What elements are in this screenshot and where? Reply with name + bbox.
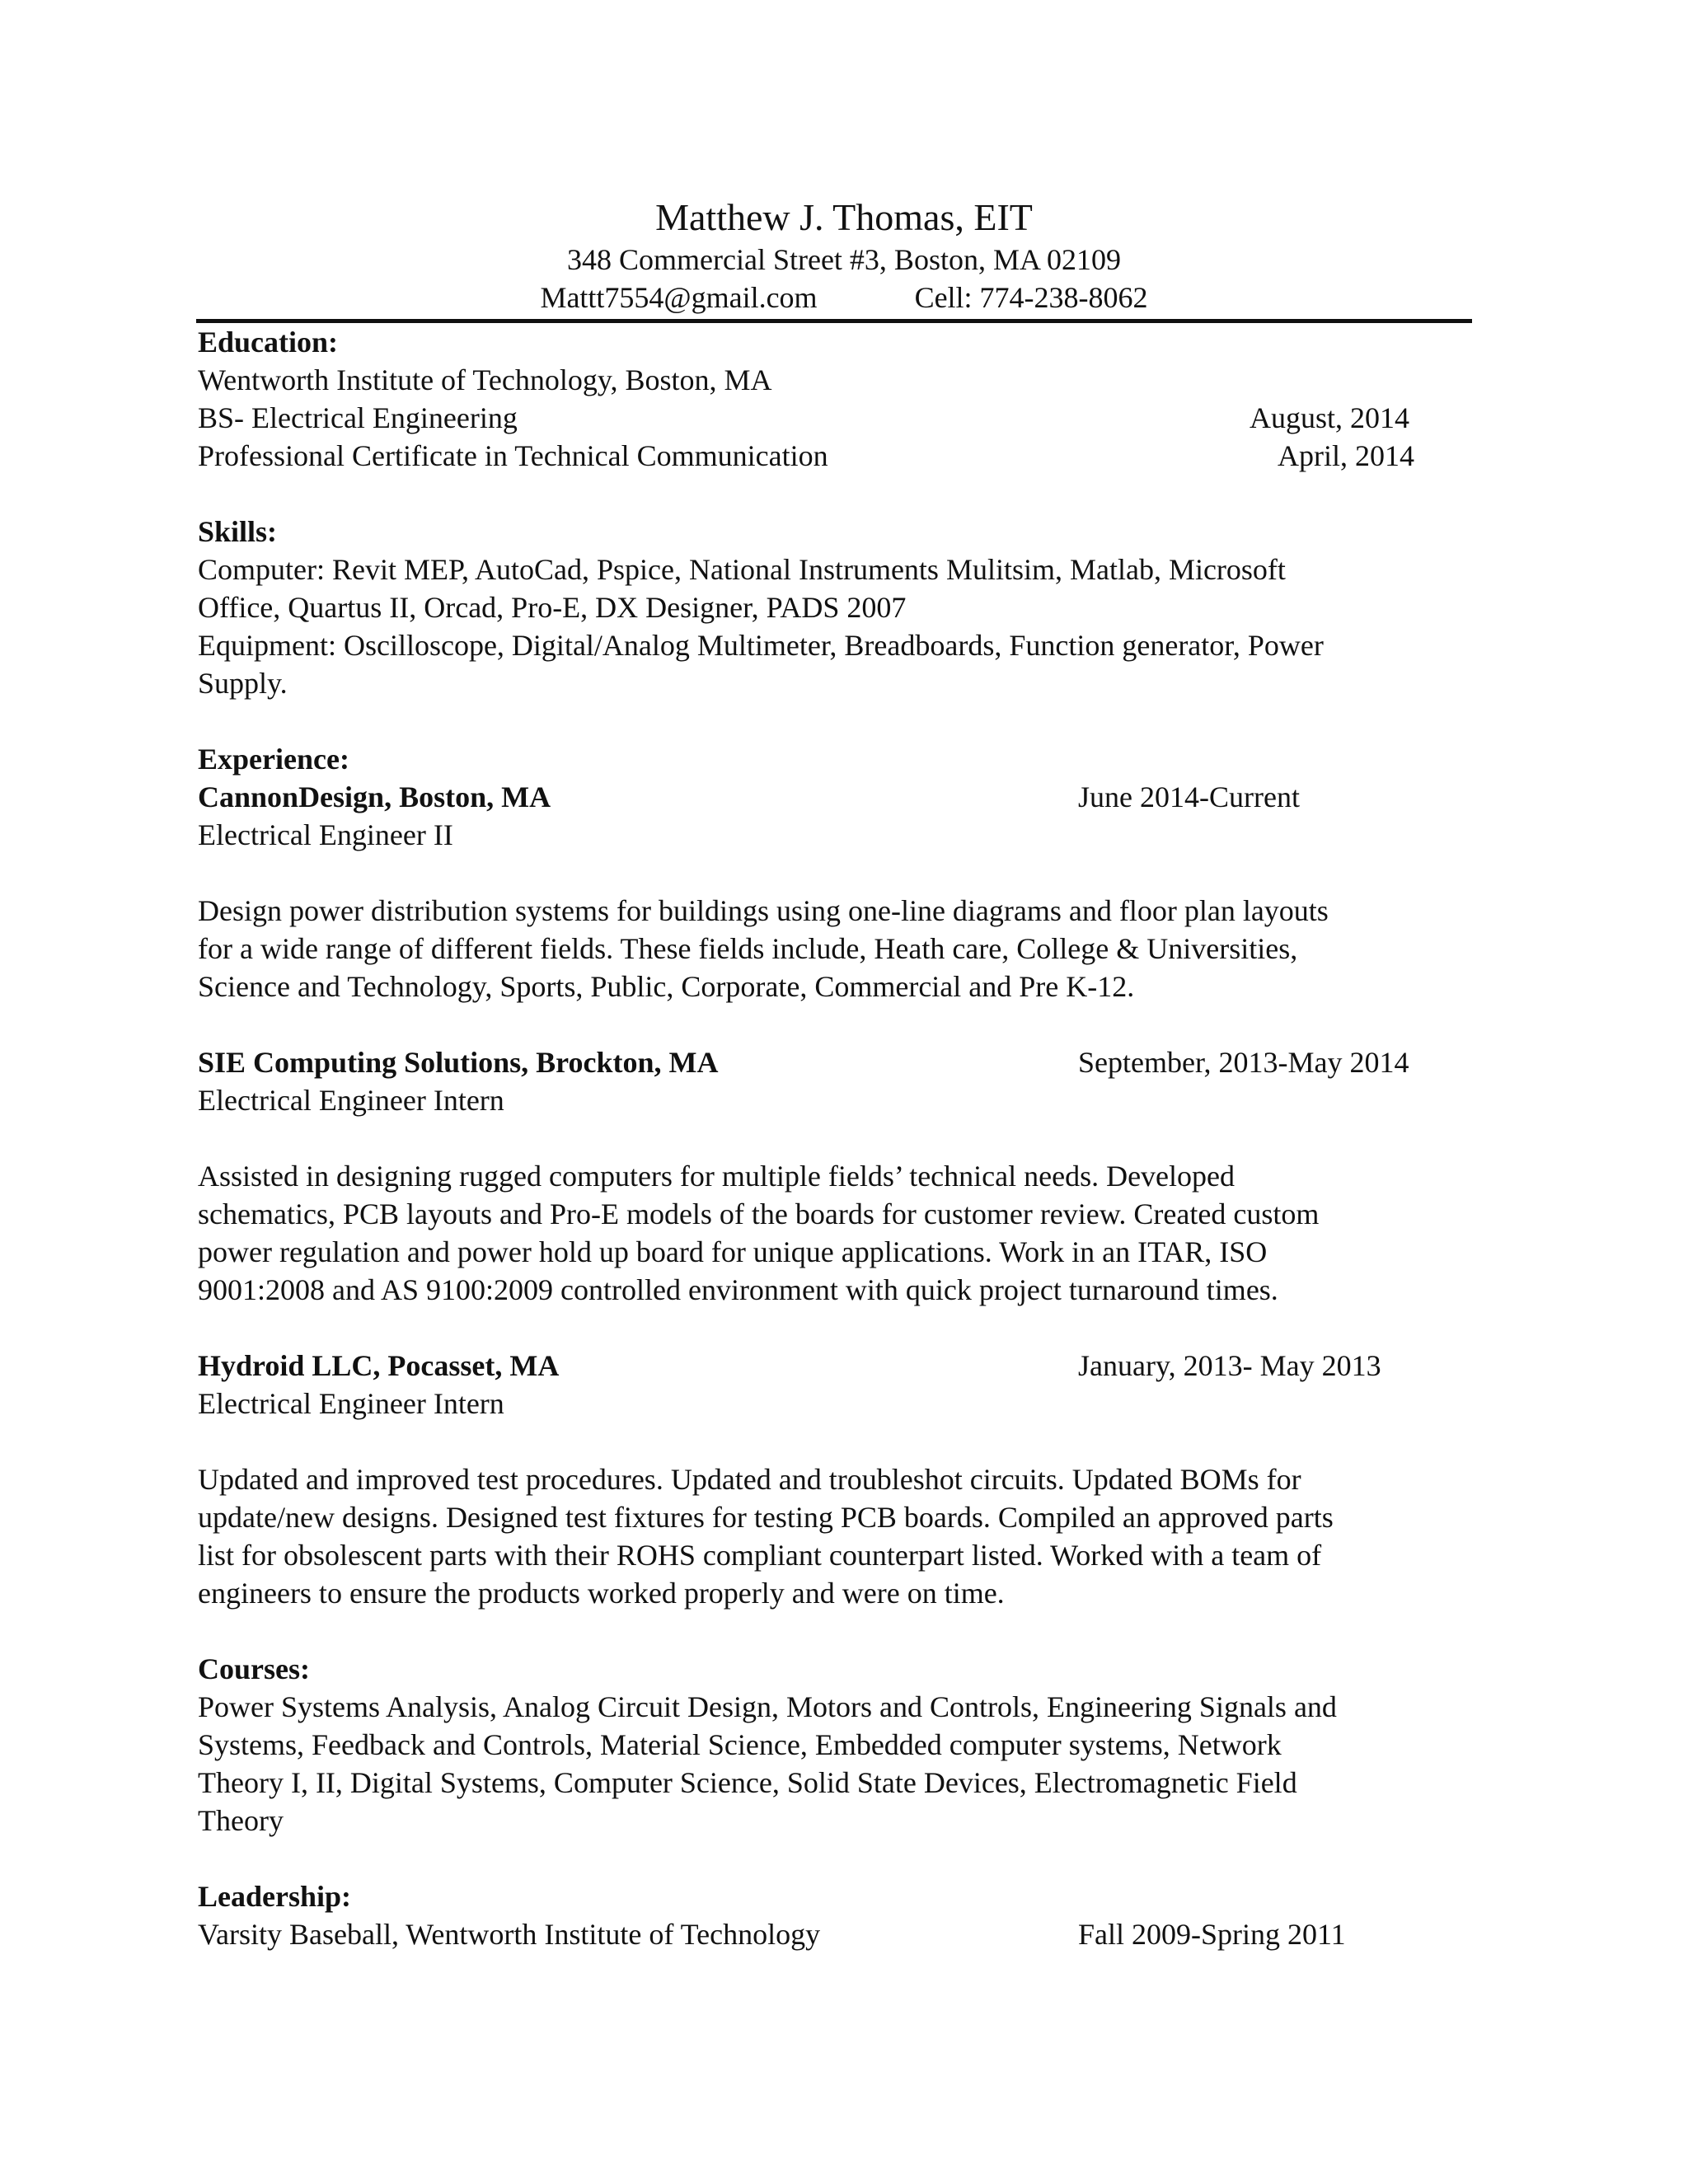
job-title: Electrical Engineer Intern: [198, 1387, 504, 1420]
education-certificate-date: April, 2014: [1278, 439, 1414, 472]
experience-section: [198, 740, 1467, 854]
skills-heading: Skills:: [198, 515, 278, 548]
job-title: Electrical Engineer Intern: [198, 1084, 504, 1117]
job-description: [198, 1157, 1467, 1309]
job-entry: [198, 1043, 1467, 1119]
resume-contact-line: [0, 279, 1688, 316]
courses-heading: Courses:: [198, 1652, 310, 1685]
job-description-line: list for obsolescent parts with their ROHS compliant counterpart listed. Worked with a team of: [198, 1539, 1322, 1572]
job-entry: [198, 1347, 1467, 1422]
cell-phone: Cell: 774-238-8062: [914, 281, 1148, 314]
leadership-heading: Leadership:: [198, 1880, 352, 1913]
leadership-section: [198, 1877, 1467, 1953]
job-description-line: Science and Technology, Sports, Public, Corporate, Commercial and Pre K-12.: [198, 970, 1135, 1003]
job-description: [198, 892, 1467, 1005]
job-company: SIE Computing Solutions, Brockton, MA: [198, 1046, 719, 1079]
courses-line: Theory I, II, Digital Systems, Computer Science, Solid State Devices, Electromagnetic Field: [198, 1766, 1297, 1799]
job-description-line: Updated and improved test procedures. Updated and troubleshot circuits. Updated BOMs for: [198, 1463, 1301, 1496]
education-degree-date: August, 2014: [1250, 401, 1410, 434]
job-description-line: update/new designs. Designed test fixtures for testing PCB boards. Compiled an approved parts: [198, 1501, 1334, 1534]
education-school: Wentworth Institute of Technology, Boston, MA: [198, 363, 772, 396]
job-description-line: Assisted in designing rugged computers for multiple fields’ technical needs. Developed: [198, 1160, 1236, 1193]
job-description-line: engineers to ensure the products worked properly and were on time.: [198, 1577, 1005, 1610]
experience-heading: Experience:: [198, 743, 349, 776]
job-description: [198, 1460, 1467, 1612]
education-certificate-row: [198, 437, 1467, 475]
courses-section: [198, 1650, 1467, 1840]
leadership-row: [198, 1915, 1467, 1953]
job-description-line: schematics, PCB layouts and Pro-E models of the boards for customer review. Created custom: [198, 1197, 1320, 1230]
job-header-row: [198, 778, 1467, 816]
job-description-line: power regulation and power hold up board for unique applications. Work in an ITAR, ISO: [198, 1235, 1268, 1268]
education-degree-row: [198, 399, 1467, 437]
education-heading: Education:: [198, 326, 339, 359]
resume-name: Matthew J. Thomas, EIT: [655, 196, 1033, 238]
job-dates: June 2014-Current: [1078, 780, 1300, 813]
courses-line: Power Systems Analysis, Analog Circuit Design, Motors and Controls, Engineering Signals and: [198, 1690, 1337, 1723]
resume-address: 348 Commercial Street #3, Boston, MA 02109: [567, 243, 1121, 276]
job-title: Electrical Engineer II: [198, 818, 453, 851]
job-header-row: [198, 1043, 1467, 1081]
email-address[interactable]: Mattt7554@gmail.com: [540, 281, 818, 314]
education-section: [198, 323, 1467, 475]
education-degree: BS- Electrical Engineering: [198, 401, 518, 434]
skills-line: Computer: Revit MEP, AutoCad, Pspice, National Instruments Mulitsim, Matlab, Microsoft: [198, 553, 1286, 586]
skills-line: Equipment: Oscilloscope, Digital/Analog Multimeter, Breadboards, Function generator, Power: [198, 629, 1324, 662]
job-dates: September, 2013-May 2014: [1078, 1046, 1409, 1079]
leadership-activity: Varsity Baseball, Wentworth Institute of Technology: [198, 1918, 821, 1951]
education-certificate: Professional Certificate in Technical Communication: [198, 439, 828, 472]
leadership-dates: Fall 2009-Spring 2011: [1078, 1918, 1346, 1951]
skills-line: Supply.: [198, 667, 288, 700]
job-description-line: 9001:2008 and AS 9100:2009 controlled environment with quick project turnaround times.: [198, 1273, 1278, 1306]
job-company: Hydroid LLC, Pocasset, MA: [198, 1349, 560, 1382]
job-description-line: Design power distribution systems for buildings using one-line diagrams and floor plan layouts: [198, 894, 1329, 927]
job-company: CannonDesign, Boston, MA: [198, 780, 551, 813]
job-dates: January, 2013- May 2013: [1078, 1349, 1381, 1382]
job-description-line: for a wide range of different fields. These fields include, Heath care, College & Universities,: [198, 932, 1298, 965]
job-header-row: [198, 1347, 1467, 1385]
courses-line: Systems, Feedback and Controls, Material Science, Embedded computer systems, Network: [198, 1728, 1282, 1761]
courses-line: Theory: [198, 1804, 284, 1837]
skills-line: Office, Quartus II, Orcad, Pro-E, DX Designer, PADS 2007: [198, 591, 907, 624]
skills-section: [198, 513, 1467, 702]
